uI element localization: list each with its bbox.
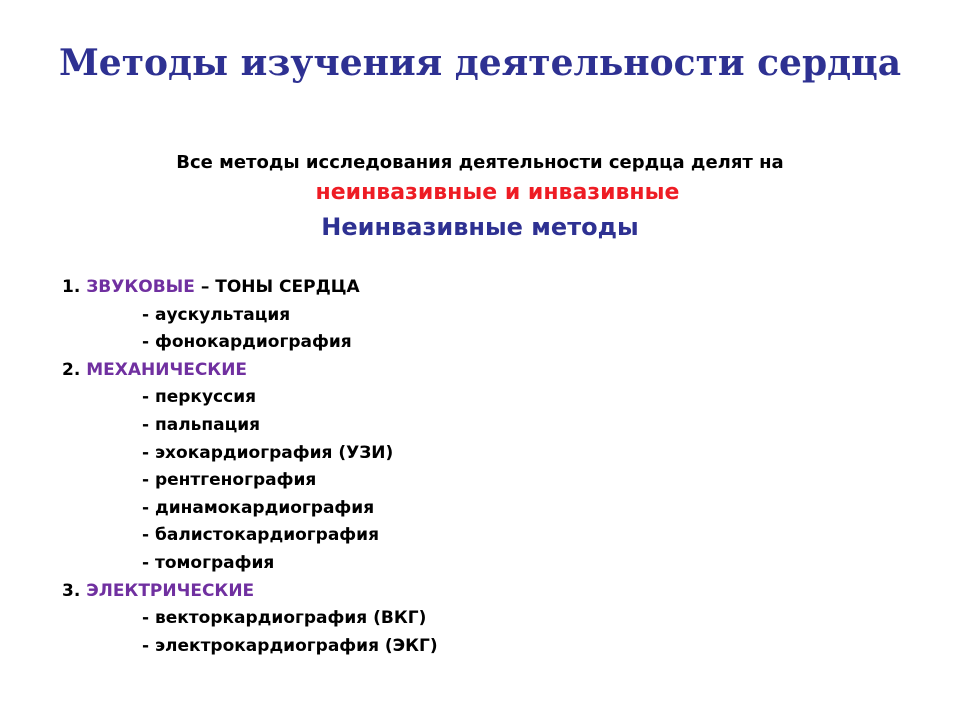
list-item: - балистокардиография: [142, 525, 380, 546]
category-electrical-items: [142, 605, 922, 660]
list-item: - пальпация: [142, 414, 261, 435]
list-item: - эхокардиография (УЗИ): [142, 442, 394, 463]
category-electrical: [62, 578, 922, 606]
category-name: МЕХАНИЧЕСКИЕ: [86, 359, 248, 380]
category-sound: [62, 274, 922, 302]
slide-title: Методы изучения деятельности сердца: [58, 42, 902, 84]
category-suffix: – ТОНЫ СЕРДЦА: [194, 277, 360, 297]
category-mechanical-items: [142, 384, 922, 577]
list-item: - перкуссия: [142, 387, 257, 408]
list-item: - динамокардиография: [142, 497, 375, 518]
category-number: 3.: [62, 580, 81, 601]
list-item: - томография: [142, 552, 275, 573]
intro-highlight: неинвазивные и инвазивные: [315, 180, 680, 205]
intro-text: Все методы исследования деятельности сердца делят на: [176, 152, 784, 173]
category-mechanical: [62, 357, 922, 385]
category-name: ЗВУКОВЫЕ: [86, 277, 195, 297]
section-subheading: Неинвазивные методы: [321, 213, 639, 241]
methods-list: [62, 274, 922, 660]
category-number: 2.: [62, 359, 81, 380]
category-name: ЭЛЕКТРИЧЕСКИЕ: [86, 580, 255, 601]
category-number: 1.: [62, 277, 81, 297]
list-item: - фонокардиография: [142, 332, 352, 353]
list-item: - рентгенография: [142, 470, 317, 491]
list-item: - векторкардиография (ВКГ): [142, 608, 427, 629]
list-item: - электрокардиография (ЭКГ): [142, 635, 438, 656]
list-item: - аускультация: [142, 304, 291, 325]
category-sound-items: [142, 302, 922, 357]
